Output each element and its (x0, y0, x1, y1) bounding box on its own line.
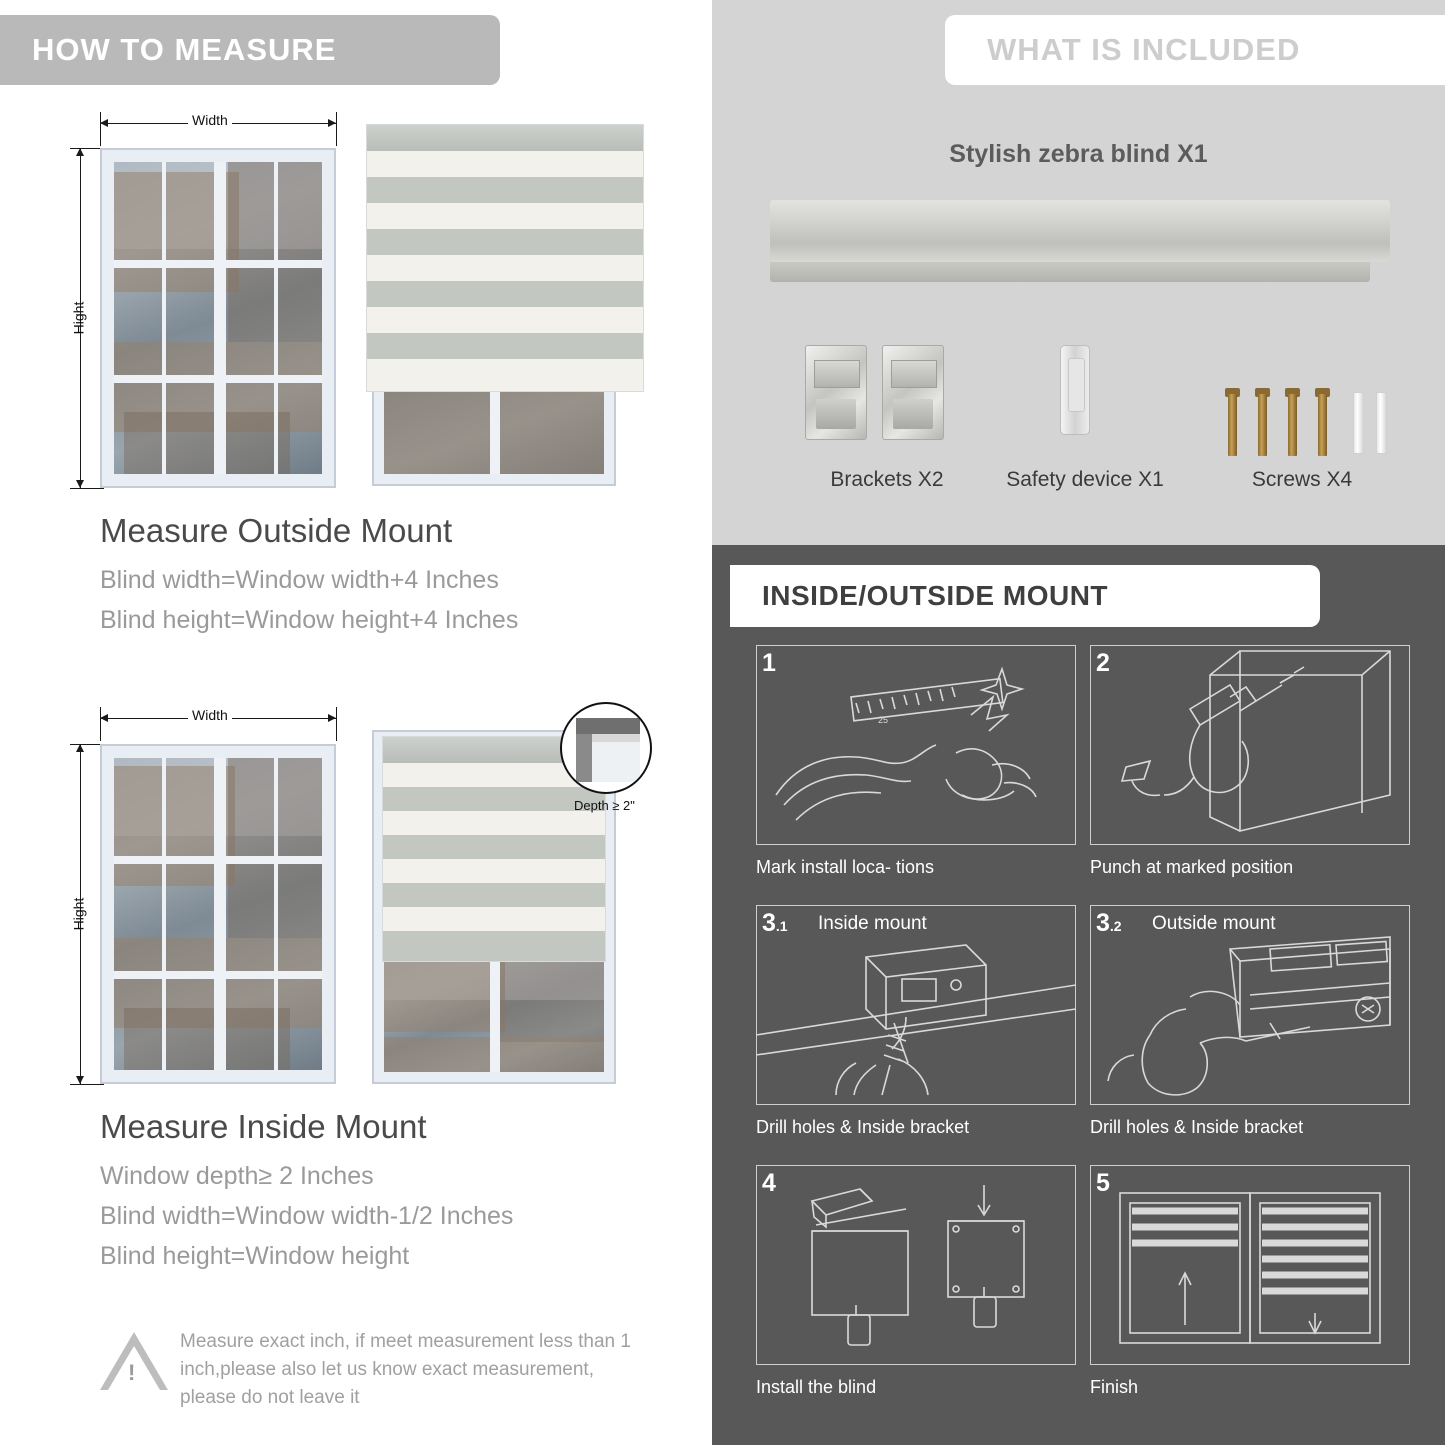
step-3-2 (1090, 905, 1410, 1155)
step-2 (1090, 645, 1410, 895)
warning-exclamation-icon: ! (128, 1360, 136, 1385)
step-3-1-illustration (756, 905, 1076, 1105)
brackets-label: Brackets X2 (830, 468, 944, 491)
step-1-caption: Mark install loca- tions (756, 857, 935, 877)
step-4-illustration (756, 1165, 1076, 1365)
depth-label: Depth ≥ 2" (574, 798, 635, 813)
depth-callout-circle (560, 702, 652, 794)
inside-mount-line-2: Blind width=Window width-1/2 Inches (100, 1202, 514, 1230)
outside-mount-title: Measure Outside Mount (100, 512, 453, 549)
window-illustration-inside (100, 744, 336, 1084)
step-4-caption: Install the blind (756, 1377, 877, 1397)
step-3-2-caption: Drill holes & Inside bracket (1090, 1117, 1304, 1137)
step-3-1 (756, 905, 1076, 1155)
safety-device-label: Safety device X1 (1006, 468, 1164, 491)
inside-mount-diagram (0, 596, 712, 1296)
step-2-number: 2 (1096, 649, 1110, 677)
wall-anchor-icon-1 (1353, 392, 1364, 454)
outside-width-label: Width (188, 112, 232, 128)
zebra-blind-product-image (770, 200, 1390, 262)
inside-outside-mount-section (712, 545, 1445, 1445)
inside-mount-line-3: Blind height=Window height (100, 1242, 410, 1270)
step-1 (756, 645, 1076, 895)
screw-icon-1 (1228, 394, 1237, 456)
inside-height-label: Hight (70, 897, 87, 931)
step-2-illustration (1090, 645, 1410, 845)
inside-outside-mount-banner: INSIDE/OUTSIDE MOUNT (730, 565, 1320, 627)
outside-mount-diagram (0, 0, 712, 650)
how-to-measure-section (0, 0, 712, 1445)
measure-note-text: Measure exact inch, if meet measurement less than 1 inch,please also let us know exact measurement, please do not leave it (180, 1331, 631, 1408)
how-to-measure-banner: HOW TO MEASURE (0, 15, 500, 85)
step-2-caption: Punch at marked position (1090, 857, 1294, 877)
blind-headrail (367, 125, 643, 151)
zebra-blind-outside (366, 124, 644, 392)
step-3-2-number: 3.2 (1096, 909, 1122, 937)
what-is-included-section (712, 0, 1445, 545)
step-5-illustration (1090, 1165, 1410, 1365)
screw-icon-3 (1288, 394, 1297, 456)
step-3-1-number: 3.1 (762, 909, 788, 937)
step-3-2-illustration (1090, 905, 1410, 1105)
measure-note (0, 1320, 712, 1430)
outside-height-label: Hight (70, 301, 87, 335)
screw-icon-4 (1318, 394, 1327, 456)
inside-width-label: Width (188, 707, 232, 723)
outside-mount-line-2: Blind height=Window height+4 Inches (100, 606, 519, 634)
what-is-included-banner: WHAT IS INCLUDED (945, 15, 1445, 85)
window-illustration-outside (100, 148, 336, 488)
bracket-icon-1 (805, 345, 867, 440)
included-main-item-label: Stylish zebra blind X1 (949, 140, 1208, 168)
step-5 (1090, 1165, 1410, 1415)
step-4-number: 4 (762, 1169, 776, 1197)
inside-mount-line-1: Window depth≥ 2 Inches (100, 1162, 374, 1190)
bracket-icon-2 (882, 345, 944, 440)
outside-mount-line-1: Blind width=Window width+4 Inches (100, 566, 499, 594)
step-3-1-inline-label: Inside mount (818, 913, 927, 934)
step-4 (756, 1165, 1076, 1415)
step-1-illustration (756, 645, 1076, 845)
wall-anchor-icon-2 (1376, 392, 1387, 454)
svg-text:25: 25 (878, 715, 889, 725)
screw-icon-2 (1258, 394, 1267, 456)
step-1-number: 1 (762, 649, 776, 677)
zebra-blind-product-lip (770, 262, 1370, 282)
inside-mount-title: Measure Inside Mount (100, 1108, 427, 1145)
step-5-caption: Finish (1090, 1377, 1139, 1397)
step-5-number: 5 (1096, 1169, 1110, 1197)
step-3-1-caption: Drill holes & Inside bracket (756, 1117, 970, 1137)
step-3-2-inline-label: Outside mount (1152, 913, 1276, 934)
screws-label: Screws X4 (1251, 468, 1353, 491)
safety-device-icon (1060, 345, 1090, 435)
